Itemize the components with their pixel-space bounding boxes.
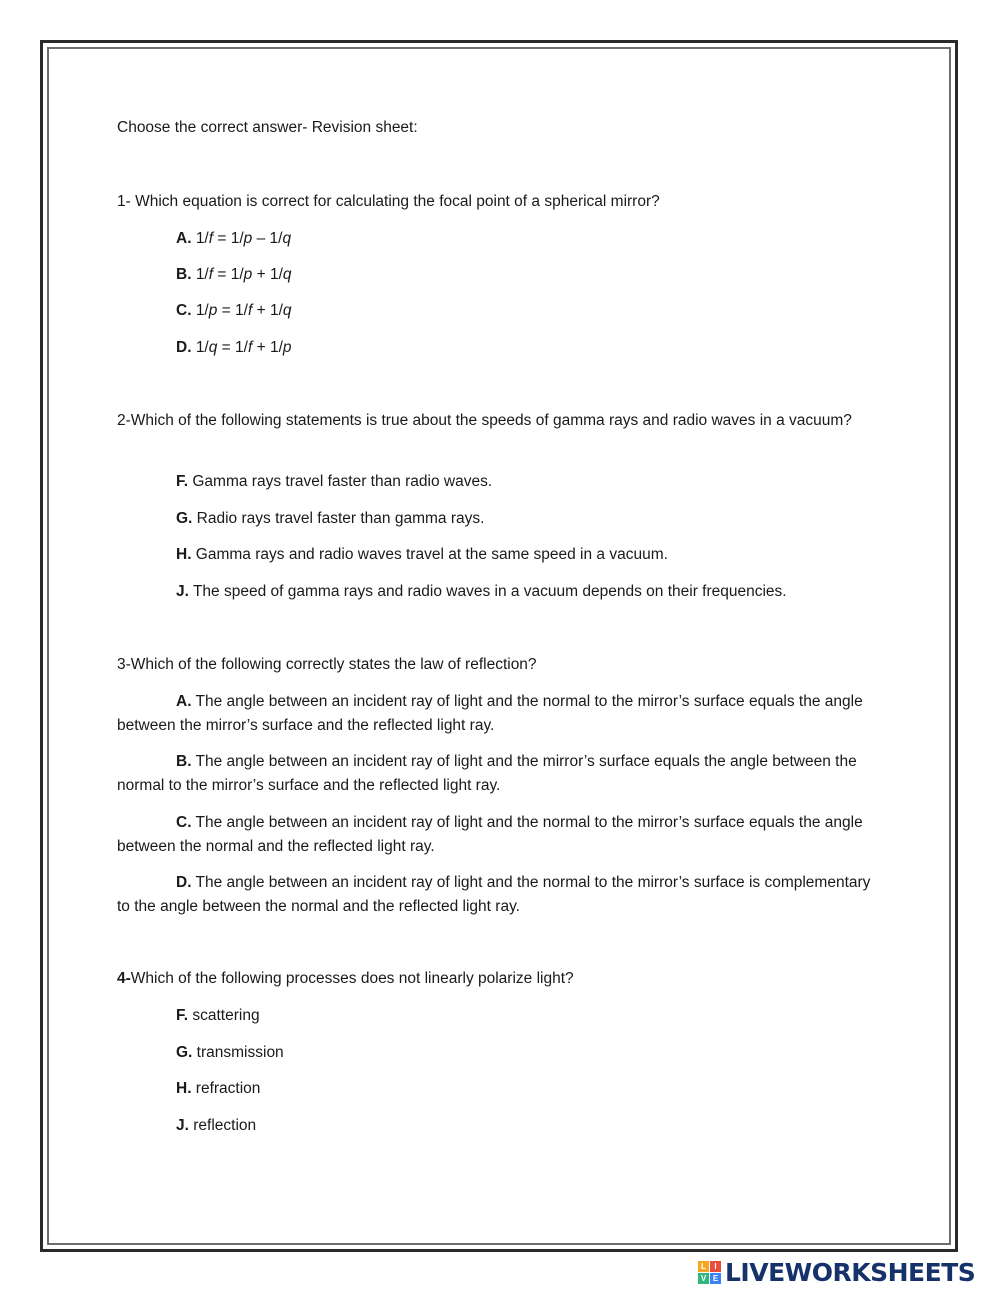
option-letter: J. [176,1117,189,1134]
q3-option-a[interactable]: A. The angle between an incident ray of light and the normal to the mirror’s surface equals the angle between the mirror’s surface and the reflected light ray. [117,693,863,734]
option-letter: C. [176,814,192,831]
page-border-inner [47,47,951,1245]
q2-option-j[interactable]: J. The speed of gamma rays and radio waves in a vacuum depends on their frequencies. [176,583,787,600]
brand-name: LIVEWORKSHEETS [725,1257,976,1287]
question-3-text: 3-Which of the following correctly states the law of reflection? [117,656,537,673]
q3-option-c[interactable]: C. The angle between an incident ray of light and the normal to the mirror’s surface equals the angle between the normal and the reflected light ray. [117,814,863,855]
option-letter: B. [176,753,192,770]
q1-option-d[interactable]: D. 1/q = 1/f + 1/p [176,339,292,356]
logo-tile: V [698,1273,709,1284]
liveworksheets-logo-icon [698,1261,721,1284]
option-letter: G. [176,1044,193,1061]
logo-tile: L [698,1261,709,1272]
question-1-text: 1- Which equation is correct for calculating the focal point of a spherical mirror? [117,193,660,210]
q1-option-b[interactable]: B. 1/f = 1/p + 1/q [176,266,292,283]
option-letter: F. [176,473,189,490]
page-border [40,40,958,1252]
logo-tile: I [710,1261,721,1272]
option-letter: H. [176,546,192,563]
liveworksheets-brand[interactable] [698,1258,975,1286]
option-letter: F. [176,1007,189,1024]
option-letter: J. [176,583,189,600]
question-2-text: 2-Which of the following statements is true about the speeds of gamma rays and radio waves in a vacuum? [117,412,852,429]
option-letter: C. [176,302,192,319]
question-4-number: 4- [117,970,131,987]
q4-option-f[interactable]: F. scattering [176,1007,260,1024]
logo-tile: E [710,1273,721,1284]
q4-option-j[interactable]: J. reflection [176,1117,257,1134]
q2-option-f[interactable]: F. Gamma rays travel faster than radio waves. [176,473,493,490]
option-letter: H. [176,1080,192,1097]
q3-option-d[interactable]: D. The angle between an incident ray of light and the normal to the mirror’s surface is complementary to the angle between the normal and the reflected light ray. [117,874,871,915]
option-letter: D. [176,339,192,356]
q4-option-g[interactable]: G. transmission [176,1044,284,1061]
q4-option-h[interactable]: H. refraction [176,1080,261,1097]
option-letter: G. [176,510,193,527]
q1-option-c[interactable]: C. 1/p = 1/f + 1/q [176,302,292,319]
q2-option-h[interactable]: H. Gamma rays and radio waves travel at the same speed in a vacuum. [176,546,668,563]
option-letter: B. [176,266,192,283]
sheet-title: Choose the correct answer- Revision sheet: [117,119,418,136]
option-letter: A. [176,230,192,247]
option-letter: D. [176,874,192,891]
q1-option-a[interactable]: A. 1/f = 1/p – 1/q [176,230,292,247]
q3-option-b[interactable]: B. The angle between an incident ray of light and the mirror’s surface equals the angle between the normal to the mirror’s surface and the reflected light ray. [117,753,857,794]
q2-option-g[interactable]: G. Radio rays travel faster than gamma rays. [176,510,485,527]
option-letter: A. [176,693,192,710]
question-4-text: 4-Which of the following processes does not linearly polarize light? [117,970,574,987]
